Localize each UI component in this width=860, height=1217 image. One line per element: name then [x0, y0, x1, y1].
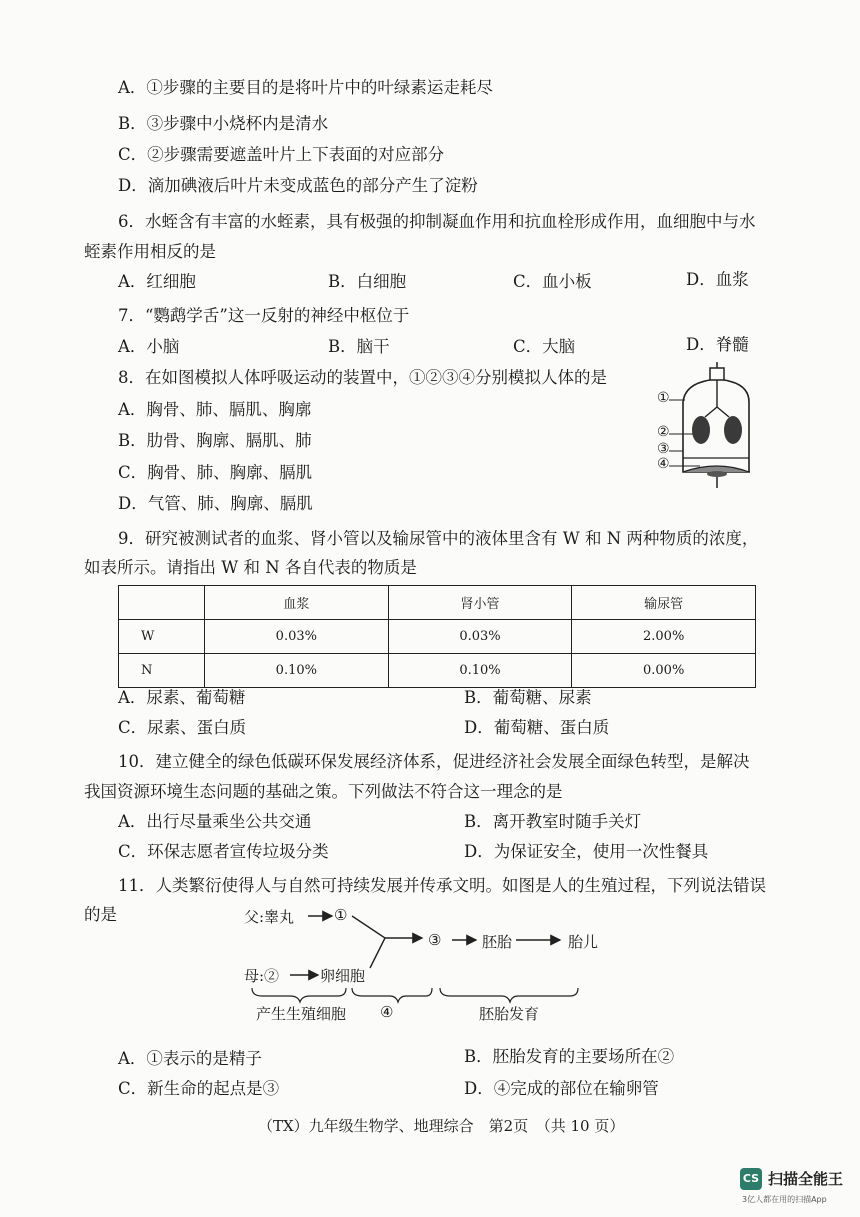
q9-option-b: B．葡萄糖、尿素: [464, 688, 592, 707]
q8-option-b: B．肋骨、胸廓、膈肌、肺: [118, 431, 312, 450]
q6-option-a: A．红细胞: [118, 272, 196, 291]
table-cell: 0.03%: [388, 620, 572, 654]
q6-stem-cont: 蛭素作用相反的是: [84, 242, 216, 261]
table-header-cell: 肾小管: [388, 586, 572, 620]
q7-option-c: C．大脑: [513, 337, 576, 356]
q11-option-c: C．新生命的起点是③: [118, 1079, 280, 1098]
table-cell: 2.00%: [572, 620, 756, 654]
table-header-cell: 输尿管: [572, 586, 756, 620]
diagram-fetus: 胎儿: [568, 933, 599, 951]
diagram-embryo: 胚胎: [482, 933, 513, 951]
table-cell: W: [119, 620, 205, 654]
diagram-father: 父:睾丸: [244, 908, 295, 926]
q11-option-d: D．④完成的部位在输卵管: [464, 1079, 659, 1098]
q8-fig-label-4: ④: [657, 456, 670, 472]
q7-option-d: D．脊髓: [686, 335, 749, 354]
table-cell: N: [119, 654, 205, 688]
table-cell: 0.00%: [572, 654, 756, 688]
q9-stem-cont: 如表所示。请指出 W 和 N 各自代表的物质是: [84, 558, 417, 577]
diagram-egg: 卵细胞: [320, 967, 366, 985]
table-cell: 0.10%: [205, 654, 389, 688]
diagram-mother: 母:②: [244, 967, 280, 985]
q6-option-c: C．血小板: [513, 272, 592, 291]
q5-option-d: D．滴加碘液后叶片未变成蓝色的部分产生了淀粉: [118, 176, 478, 195]
q5-option-c: C．②步骤需要遮盖叶片上下表面的对应部分: [118, 145, 445, 164]
diagram-node-1: ①: [334, 906, 348, 924]
q8-option-c: C．胸骨、肺、胸廓、膈肌: [118, 463, 313, 482]
q9-option-c: C．尿素、蛋白质: [118, 718, 247, 737]
table-cell: 0.10%: [388, 654, 572, 688]
q11-stem-cont: 的是: [84, 905, 117, 924]
q8-option-a: A．胸骨、肺、膈肌、胸廓: [118, 400, 312, 419]
diagram-brace-right-label: 胚胎发育: [479, 1005, 540, 1023]
q10-stem-cont: 我国资源环境生态问题的基础之策。下列做法不符合这一理念的是: [84, 782, 563, 801]
q8-fig-label-3: ③: [657, 441, 670, 457]
table-cell: 0.03%: [205, 620, 389, 654]
q7-option-a: A．小脑: [118, 337, 180, 356]
table-header-row: [119, 586, 756, 620]
diagram-brace-left-label: 产生生殖细胞: [256, 1005, 347, 1023]
q7-stem: 7．“鹦鹉学舌”这一反射的神经中枢位于: [118, 306, 410, 325]
table-header-cell: 血浆: [205, 586, 389, 620]
scanner-logo-icon: CS: [740, 1168, 762, 1190]
scanner-tagline: 3亿人都在用的扫描App: [742, 1195, 827, 1204]
q8-fig-label-1: ①: [657, 390, 670, 406]
table-header-cell: [119, 586, 205, 620]
q10-option-b: B．离开教室时随手关灯: [464, 812, 642, 831]
q6-option-d: D．血浆: [686, 270, 749, 289]
q5-option-b: B．③步骤中小烧杯内是清水: [118, 114, 329, 133]
concentration-table: [118, 585, 756, 688]
q6-option-b: B．白细胞: [328, 272, 407, 291]
scanner-app-name: 扫描全能王: [768, 1170, 844, 1188]
q9-option-d: D．葡萄糖、蛋白质: [464, 718, 610, 737]
q11-option-b: B．胚胎发育的主要场所在②: [464, 1047, 675, 1066]
page-footer: （TX）九年级生物学、地理综合 第2页 （共 10 页）: [258, 1117, 625, 1135]
q10-option-d: D．为保证安全，使用一次性餐具: [464, 842, 709, 861]
q9-option-a: A．尿素、葡萄糖: [118, 688, 246, 707]
q11-option-a: A．①表示的是精子: [118, 1049, 262, 1068]
q10-option-a: A．出行尽量乘坐公共交通: [118, 812, 312, 831]
table-row: [119, 620, 756, 654]
q8-stem: 8．在如图模拟人体呼吸运动的装置中，①②③④分别模拟人体的是: [118, 368, 607, 387]
q8-fig-label-2: ②: [657, 424, 670, 440]
q6-stem: 6．水蛭含有丰富的水蛭素，具有极强的抑制凝血作用和抗血栓形成作用，血细胞中与水: [118, 212, 756, 231]
q8-option-d: D．气管、肺、胸廓、膈肌: [118, 494, 313, 513]
reproduction-diagram-lines: [240, 900, 640, 1010]
diagram-node-4: ④: [380, 1003, 394, 1021]
q9-stem: 9．研究被测试者的血浆、肾小管以及输尿管中的液体里含有 W 和 N 两种物质的浓度，: [118, 529, 759, 548]
q5-option-a: A．①步骤的主要目的是将叶片中的叶绿素运走耗尽: [118, 78, 493, 97]
diagram-node-3: ③: [428, 931, 442, 949]
table-row: [119, 654, 756, 688]
q7-option-b: B．脑干: [328, 337, 390, 356]
q11-stem: 11．人类繁衍使得人与自然可持续发展并传承文明。如图是人的生殖过程，下列说法错误: [118, 876, 766, 895]
q10-option-c: C．环保志愿者宣传垃圾分类: [118, 842, 329, 861]
q10-stem: 10．建立健全的绿色低碳环保发展经济体系，促进经济社会发展全面绿色转型，是解决: [118, 752, 750, 771]
